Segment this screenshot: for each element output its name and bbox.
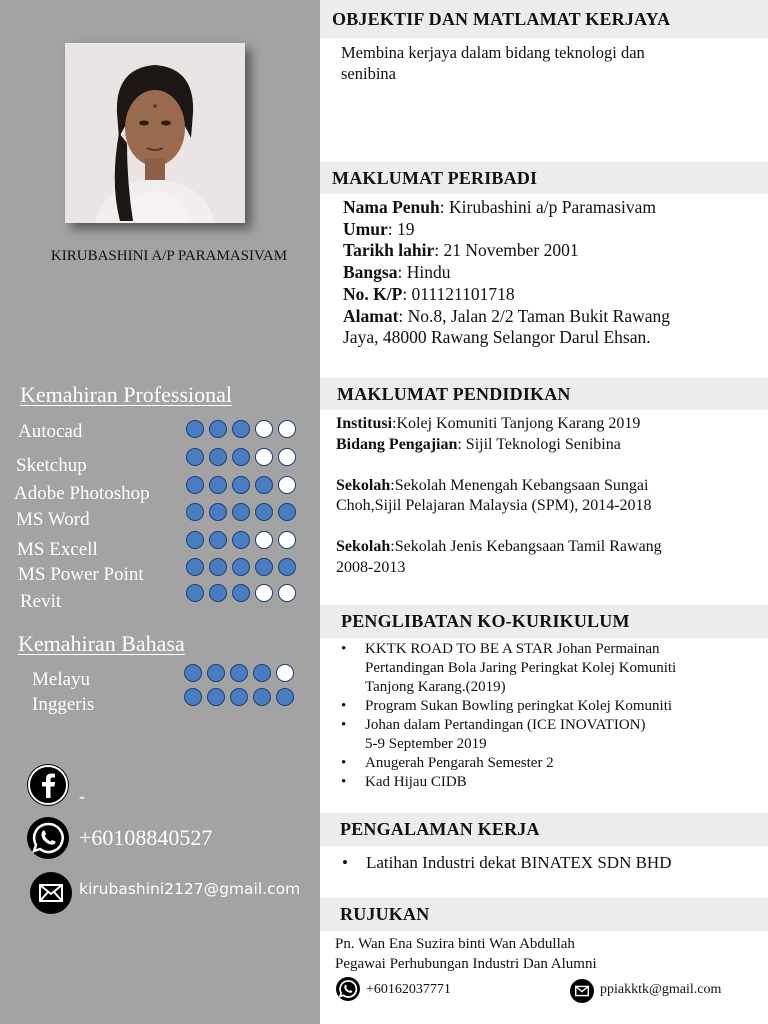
skill-label-revit: Revit [20, 591, 62, 612]
rating-dot-empty [278, 420, 296, 438]
personal-header: MAKLUMAT PERIBADI [320, 162, 768, 194]
phone-number[interactable]: +60108840527 [79, 825, 213, 850]
skill-label-ms-word: MS Word [16, 509, 90, 530]
reference-email[interactable]: ppiakktk@gmail.com [600, 982, 722, 997]
sidebar [0, 0, 320, 1024]
rating-dot-filled [209, 584, 227, 602]
rating-dot-filled [230, 664, 248, 682]
rating-dot-filled [255, 503, 273, 521]
rating-dot-filled [207, 664, 225, 682]
list-item: • KKTK ROAD TO BE A STAR Johan Permainan Pertandingan Bola Jaring Peringkat Kolej Komuniti Tanjong Karang.(2019) [333, 640, 763, 697]
rating-dot-filled [207, 688, 225, 706]
email-address[interactable]: kirubashini2127@gmail.com [79, 880, 301, 898]
rating-dot-empty [255, 584, 273, 602]
rating-dot-empty [255, 420, 273, 438]
rating-dot-filled [232, 503, 250, 521]
reference-phone[interactable]: +60162037771 [366, 982, 451, 997]
language-skills-title: Kemahiran Bahasa [18, 631, 185, 656]
rating-dot-filled [232, 531, 250, 549]
rating-dot-filled [186, 503, 204, 521]
facebook-handle: - [79, 786, 85, 806]
profile-photo [65, 43, 245, 223]
rating-dot-filled [186, 558, 204, 576]
rating-dot-empty [278, 448, 296, 466]
skill-rating-ms-power-point [186, 558, 296, 576]
rating-dot-filled [186, 584, 204, 602]
cocurricular-list [333, 640, 763, 792]
rating-dot-filled [232, 584, 250, 602]
skill-rating-adobe-photoshop [186, 476, 296, 494]
personal-details: Nama Penuh: Kirubashini a/p Paramasivam Umur: 19 Tarikh lahir: 21 November 2001 Bangsa: Hindu No. K/P: 011121101718 Alamat: No.8, Jalan 2/2 Taman Bukit Rawang Jaya, 48000 Rawang Selangor Darul Ehsan. [343, 197, 671, 348]
rating-dot-filled [278, 558, 296, 576]
rating-dot-empty [278, 531, 296, 549]
rating-dot-filled [232, 558, 250, 576]
reference-email-icon[interactable] [570, 979, 594, 1003]
reference-details: Pn. Wan Ena Suzira binti Wan Abdullah Pegawai Perhubungan Industri Dan Alumni [335, 936, 597, 972]
list-item: • Anugerah Pengarah Semester 2 [333, 754, 763, 773]
rating-dot-filled [209, 503, 227, 521]
list-item: • Latihan Industri dekat BINATEX SDN BHD [334, 852, 672, 873]
rating-dot-filled [255, 476, 273, 494]
skill-label-ms-power-point: MS Power Point [18, 564, 144, 585]
language-label-inggeris: Inggeris [32, 694, 95, 715]
rating-dot-empty [278, 476, 296, 494]
main-content [320, 0, 768, 1024]
language-rating-inggeris [184, 688, 294, 706]
rating-dot-filled [253, 688, 271, 706]
rating-dot-filled [253, 664, 271, 682]
rating-dot-filled [209, 531, 227, 549]
rating-dot-filled [209, 448, 227, 466]
rating-dot-filled [232, 476, 250, 494]
rating-dot-filled [232, 448, 250, 466]
language-label-melayu: Melayu [32, 669, 91, 690]
rating-dot-filled [186, 448, 204, 466]
rating-dot-filled [278, 503, 296, 521]
whatsapp-icon[interactable] [27, 817, 69, 859]
experience-list [334, 852, 672, 873]
rating-dot-empty [255, 531, 273, 549]
experience-header: PENGALAMAN KERJA [320, 813, 768, 846]
facebook-icon[interactable] [27, 764, 69, 806]
skill-label-adobe-photoshop: Adobe Photoshop [14, 483, 150, 504]
cocurricular-header: PENGLIBATAN KO-KURIKULUM [320, 605, 768, 638]
skill-rating-ms-excell [186, 531, 296, 549]
rating-dot-filled [255, 558, 273, 576]
reference-header: RUJUKAN [320, 898, 768, 931]
rating-dot-filled [186, 531, 204, 549]
rating-dot-empty [276, 664, 294, 682]
rating-dot-filled [186, 420, 204, 438]
rating-dot-filled [209, 420, 227, 438]
rating-dot-filled [230, 688, 248, 706]
email-icon[interactable] [30, 872, 72, 914]
rating-dot-filled [209, 558, 227, 576]
reference-whatsapp-icon[interactable] [336, 977, 360, 1001]
skill-rating-autocad [186, 420, 296, 438]
skill-label-sketchup: Sketchup [16, 455, 87, 476]
rating-dot-empty [255, 448, 273, 466]
skill-label-autocad: Autocad [18, 421, 83, 442]
rating-dot-empty [278, 584, 296, 602]
skill-rating-sketchup [186, 448, 296, 466]
objective-header: OBJEKTIF DAN MATLAMAT KERJAYA [320, 0, 768, 38]
list-item: • Johan dalam Pertandingan (ICE INOVATION) 5-9 September 2019 [333, 716, 763, 754]
full-name: KIRUBASHINI A/P PARAMASIVAM [50, 248, 288, 264]
education-details: Institusi:Kolej Komuniti Tanjong Karang 2019 Bidang Pengajian: Sijil Teknologi Senibina Sekolah:Sekolah Menengah Kebangsaan Sungai Choh,Sijil Pelajaran Malaysia (SPM), 2014-2018 Sekolah:Sekolah Jenis Kebangsaan Tamil Rawang 2008-2013 [336, 415, 662, 576]
rating-dot-filled [276, 688, 294, 706]
list-item: • Kad Hijau CIDB [333, 773, 763, 792]
rating-dot-filled [184, 664, 202, 682]
rating-dot-filled [209, 476, 227, 494]
skill-label-ms-excell: MS Excell [17, 539, 98, 560]
rating-dot-filled [232, 420, 250, 438]
education-header: MAKLUMAT PENDIDIKAN [320, 378, 768, 410]
objective-text: Membina kerjaya dalam bidang teknologi dan senibina [341, 43, 645, 83]
skill-rating-revit [186, 584, 296, 602]
rating-dot-filled [186, 476, 204, 494]
skill-rating-ms-word [186, 503, 296, 521]
rating-dot-filled [184, 688, 202, 706]
professional-skills-title: Kemahiran Professional [20, 382, 232, 407]
language-rating-melayu [184, 664, 294, 682]
list-item: • Program Sukan Bowling peringkat Kolej Komuniti [333, 697, 763, 716]
